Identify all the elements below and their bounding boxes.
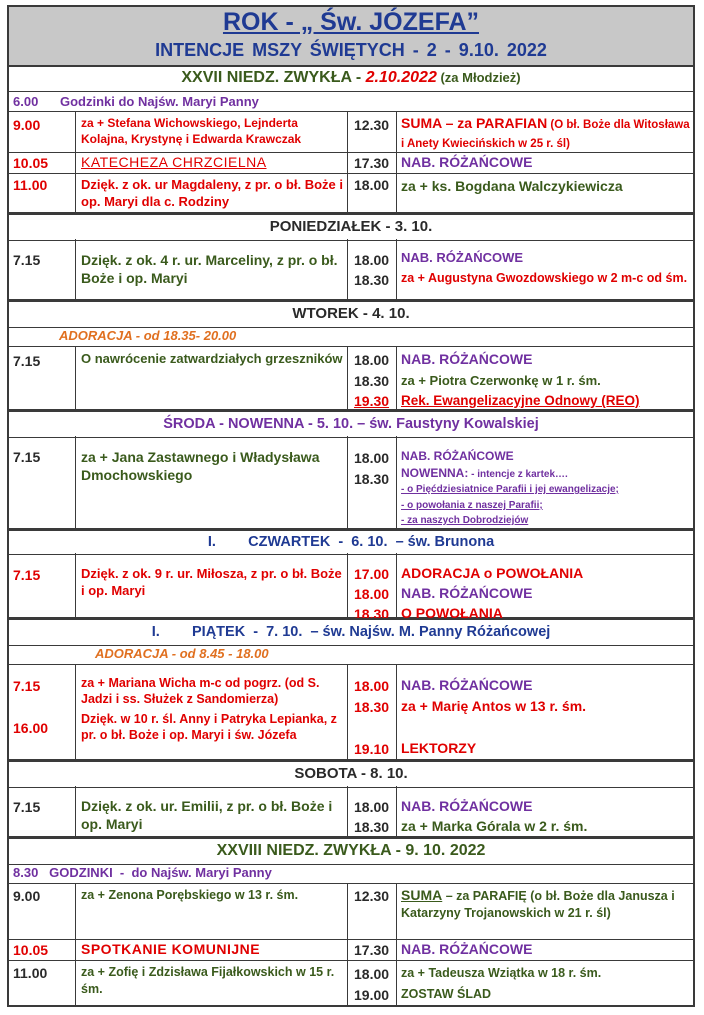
table-row: 7.15 Dzięk. z ok. 4 r. ur. Marceliny, z pr. o bł. Boże i op. Maryi 18.00 18.30 NAB. RÓŻAŃCOWE za + Augustyna Gwozdowskiego w 2 m-c od śm. (9, 239, 693, 300)
monday-title: PONIEDZIAŁEK - 3. 10. (9, 213, 693, 241)
sheet-header (9, 7, 693, 67)
table-row: 11.00 za + Zofię i Zdzisława Fijałkowskich w 15 r. śm. 18.00 19.00 za + Tadeusza Wziątka w 18 r. śm. ZOSTAW ŚLAD (9, 961, 693, 1007)
sunday-2-godzinki: 8.30 GODZINKI - do Najśw. Maryi Panny (9, 863, 693, 884)
friday-title: I. PIĄTEK - 7. 10. – św. Najśw. M. Panny Różańcowej (9, 618, 693, 646)
sheet-title: ROK - „ Św. JÓZEFA” (222, 8, 480, 36)
sunday-1-title: XXVII NIEDZ. ZWYKŁA - 2.10.2022 (za Młodzież) (9, 65, 693, 92)
table-row: 7.15 Dzięk. z ok. ur. Emilii, z pr. o bł. Boże i op. Maryi 18.00 18.30 NAB. RÓŻAŃCOWE za + Marka Górala w 2 r. śm. (9, 786, 693, 837)
table-row: 9.00 za + Stefana Wichowskiego, Lejnderta Kolajna, Krystynę i Edwarda Krawczak 12.30 SUMA – za PARAFIAN (O bł. Boże dla Witosława i Anety Kwiecińskich w 25 r. śl) (9, 112, 693, 153)
table-row: 7.15 16.00 za + Mariana Wicha m-c od pogrz. (od S. Jadzi i ss. Służek z Sandomierza) Dzięk. w 10 r. śl. Anny i Patryka Lepianka, z pr. o bł. Boże i op. Maryi i św. Józefa 18.00 18.30 19.10 NAB. RÓŻAŃCOWE za + Marię Antos w 13 r. śm. LEKTORZY (9, 665, 693, 760)
friday-adoracja: ADORACJA - od 8.45 - 18.00 (9, 644, 693, 665)
saturday-title: SOBOTA - 8. 10. (9, 760, 693, 788)
sheet-subtitle: INTENCJE MSZY ŚWIĘTYCH - 2 - 9.10. 2022 (155, 40, 547, 60)
table-row: 9.00 za + Zenona Porębskiego w 13 r. śm. 12.30 SUMA – za PARAFIĘ (o bł. Boże dla Janusza i Katarzyny Trojanowskich w 21 r. śl) (9, 884, 693, 940)
mass-intentions-sheet (7, 5, 695, 1007)
table-row: 10.05 KATECHEZA CHRZCIELNA 17.30 NAB. RÓŻAŃCOWE (9, 153, 693, 174)
table-row: 7.15 za + Jana Zastawnego i Władysława Dmochowskiego 18.00 18.30 NAB. RÓŻAŃCOWE NOWENNA: - intencje z kartek…. - o Pięćdziesiatnice Parafii i jej ewangelizacje; - o powołania z naszej Parafii; - za naszych Dobrodziejów (9, 436, 693, 529)
table-row: 7.15 O nawrócenie zatwardziałych grzeszników 18.00 18.30 19.30 NAB. RÓŻAŃCOWE za + Piotra Czerwonkę w 1 r. śm. Rek. Ewangelizacyjne Odnowy (REO) (9, 347, 693, 410)
tuesday-adoracja: ADORACJA - od 18.35- 20.00 (9, 326, 693, 347)
wednesday-title: ŚRODA - NOWENNA - 5. 10. – św. Faustyny Kowalskiej (9, 410, 693, 438)
table-row: 11.00 Dzięk. z ok. ur Magdaleny, z pr. o bł. Boże i op. Maryi dla c. Rodziny 18.00 za + ks. Bogdana Walczykiewicza (9, 174, 693, 213)
sunday-2-title: XXVIII NIEDZ. ZWYKŁA - 9. 10. 2022 (9, 837, 693, 865)
thursday-title: I. CZWARTEK - 6. 10. – św. Brunona (9, 529, 693, 555)
sunday-1-godzinki: 6.00 Godzinki do Najśw. Maryi Panny (9, 92, 693, 112)
table-row: 10.05 SPOTKANIE KOMUNIJNE 17.30 NAB. RÓŻAŃCOWE (9, 940, 693, 961)
tuesday-title: WTOREK - 4. 10. (9, 300, 693, 328)
table-row: 7.15 Dzięk. z ok. 9 r. ur. Miłosza, z pr. o bł. Boże i op. Maryi 17.00 18.00 18.30 ADORACJA o POWOŁANIA NAB. RÓŻAŃCOWE O POWOŁANIA (9, 553, 693, 618)
